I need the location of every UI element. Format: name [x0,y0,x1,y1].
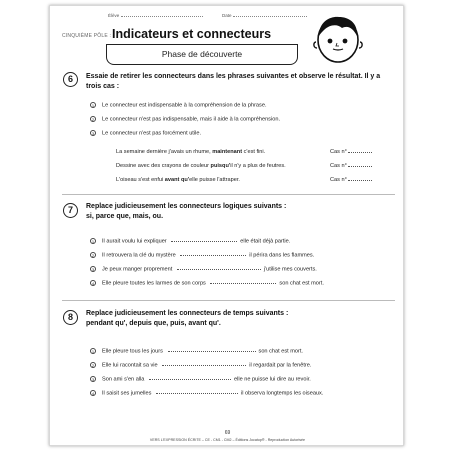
answer-blank[interactable] [162,362,246,366]
case-text: Le connecteur n'est pas forcément utile. [102,130,202,137]
case-text: Le connecteur n'est pas indispensable, mais il aide à la compréhension. [102,116,281,123]
page-subtitle: Phase de découverte [161,49,243,59]
exercise-7-number: 7 [63,203,78,218]
item-end: son chat est mort. [258,348,303,355]
case-2 [90,116,280,122]
item-start: Elle pleure tous les jours [102,348,163,355]
worksheet-header [62,25,298,69]
item-start: Il aurait voulu lui expliquer [102,238,167,245]
exercise-8-instruction-text: Replace judicieusement les connecteurs de temps suivants : [86,310,289,317]
sentence-text: La semaine dernière j'avais un rhume, [116,149,213,155]
case-answer-label: Cas n° [330,177,347,183]
exercise-7-instruction-text: Replace judicieusement les connecteurs logiques suivants : [86,203,287,210]
case-answer-3[interactable] [330,177,372,183]
date-line [233,13,307,17]
exercise-6-instruction-text: Essaie de retirer les connecteurs dans les phrases suivantes et observe le résultat. Il y a trois cas : [86,73,381,90]
answer-blank[interactable] [177,266,261,270]
item-start: Elle pleure toutes les larmes de son corps [102,280,206,287]
ex8-item-1 [90,348,303,354]
sentence-text: L'oiseau s'est enfui [116,177,165,183]
case-answer-line[interactable] [348,149,372,153]
ex8-item-3 [90,376,311,382]
exercise-8-instruction [86,309,394,328]
title-box [106,25,298,45]
child-face-icon [312,12,364,66]
case-1 [90,102,267,108]
item-marker: 4 [91,391,95,396]
ex7-item-3 [90,266,317,272]
item-marker: 1 [91,239,95,244]
student-name-label: Élève [108,13,120,18]
item-end: elle était déjà partie. [240,238,291,245]
case-marker-2: 2 [91,117,95,122]
ex7-item-2 [90,252,314,258]
ex8-item-4 [90,390,323,396]
case-text: Le connecteur est indispensable à la compréhension de la phrase. [102,102,267,109]
section-divider [62,194,395,195]
ex8-item-2 [90,362,311,368]
item-marker: 3 [91,267,95,272]
sentence-1 [116,149,265,155]
student-name-line [121,13,203,17]
case-answer-line[interactable] [348,177,372,181]
item-end: il regardait par la fenêtre. [249,362,312,369]
sentence-text: Dessine avec des crayons de couleur [116,163,211,169]
sentence-text: il n'y a plus de feutres. [230,163,286,169]
case-answer-label: Cas n° [330,163,347,169]
date-field[interactable] [222,13,307,18]
exercise-7-word-list: si, parce que, mais, ou. [86,212,164,220]
case-answer-label: Cas n° [330,149,347,155]
item-end: il observa longtemps les oiseaux. [241,390,324,397]
case-answer-2[interactable] [330,163,372,169]
answer-blank[interactable] [171,238,237,242]
answer-blank[interactable] [149,376,231,380]
sentence-text: c'est fini. [242,149,266,155]
sentence-3 [116,177,240,183]
item-start: Il retrouvera la clé du mystère [102,252,176,259]
case-3 [90,130,201,136]
item-end: il périra dans les flammes. [249,252,315,259]
item-marker: 1 [91,349,95,354]
sentence-text: elle puisse l'attraper. [189,177,240,183]
item-marker: 3 [91,377,95,382]
item-marker: 4 [91,281,95,286]
answer-blank[interactable] [156,390,238,394]
sentence-connector: avant qu' [164,177,190,183]
case-answer-line[interactable] [348,163,372,167]
sentence-connector: maintenant [212,149,243,155]
exercise-8-word-list: pendant qu', depuis que, puis, avant qu'. [86,319,221,327]
case-marker-3: 3 [91,131,95,136]
page-number: 69 [224,430,231,436]
item-start: Son ami s'en alla [102,376,145,383]
exercise-6-number: 6 [63,72,78,87]
exercise-8-number: 8 [63,310,78,325]
exercise-6-instruction [86,72,394,91]
item-start: Il saisit ses jumelles [102,390,152,397]
answer-blank[interactable] [210,280,276,284]
item-end: elle ne puisse lui dire au revoir. [234,376,311,383]
pole-label: CINQUIÈME PÔLE : [62,33,112,39]
case-marker-1: 1 [91,103,95,108]
item-end: son chat est mort. [279,280,324,287]
page-title: Indicateurs et connecteurs [112,27,272,41]
item-start: Elle lui racontait sa vie [102,362,158,369]
worksheet-page [49,5,404,446]
student-name-field[interactable] [108,13,203,18]
answer-blank[interactable] [168,348,256,352]
date-label: Date [222,13,232,18]
exercise-7-instruction [86,202,394,221]
answer-blank[interactable] [180,252,246,256]
item-end: j'utilise mes couverts. [263,266,317,273]
section-divider [62,300,395,301]
case-answer-1[interactable] [330,149,372,155]
sentence-connector: puisqu' [210,163,231,169]
ex7-item-1 [90,238,290,244]
footer-credits: VERS L'EXPRESSION ÉCRITE – CE - CM1 - CM2 – Éditions Jocatop® - Reproduction Autorisée [149,438,306,442]
sentence-2 [116,163,286,169]
item-marker: 2 [91,253,95,258]
ex7-item-4 [90,280,324,286]
item-start: Je peux manger proprement [102,266,173,273]
item-marker: 2 [91,363,95,368]
